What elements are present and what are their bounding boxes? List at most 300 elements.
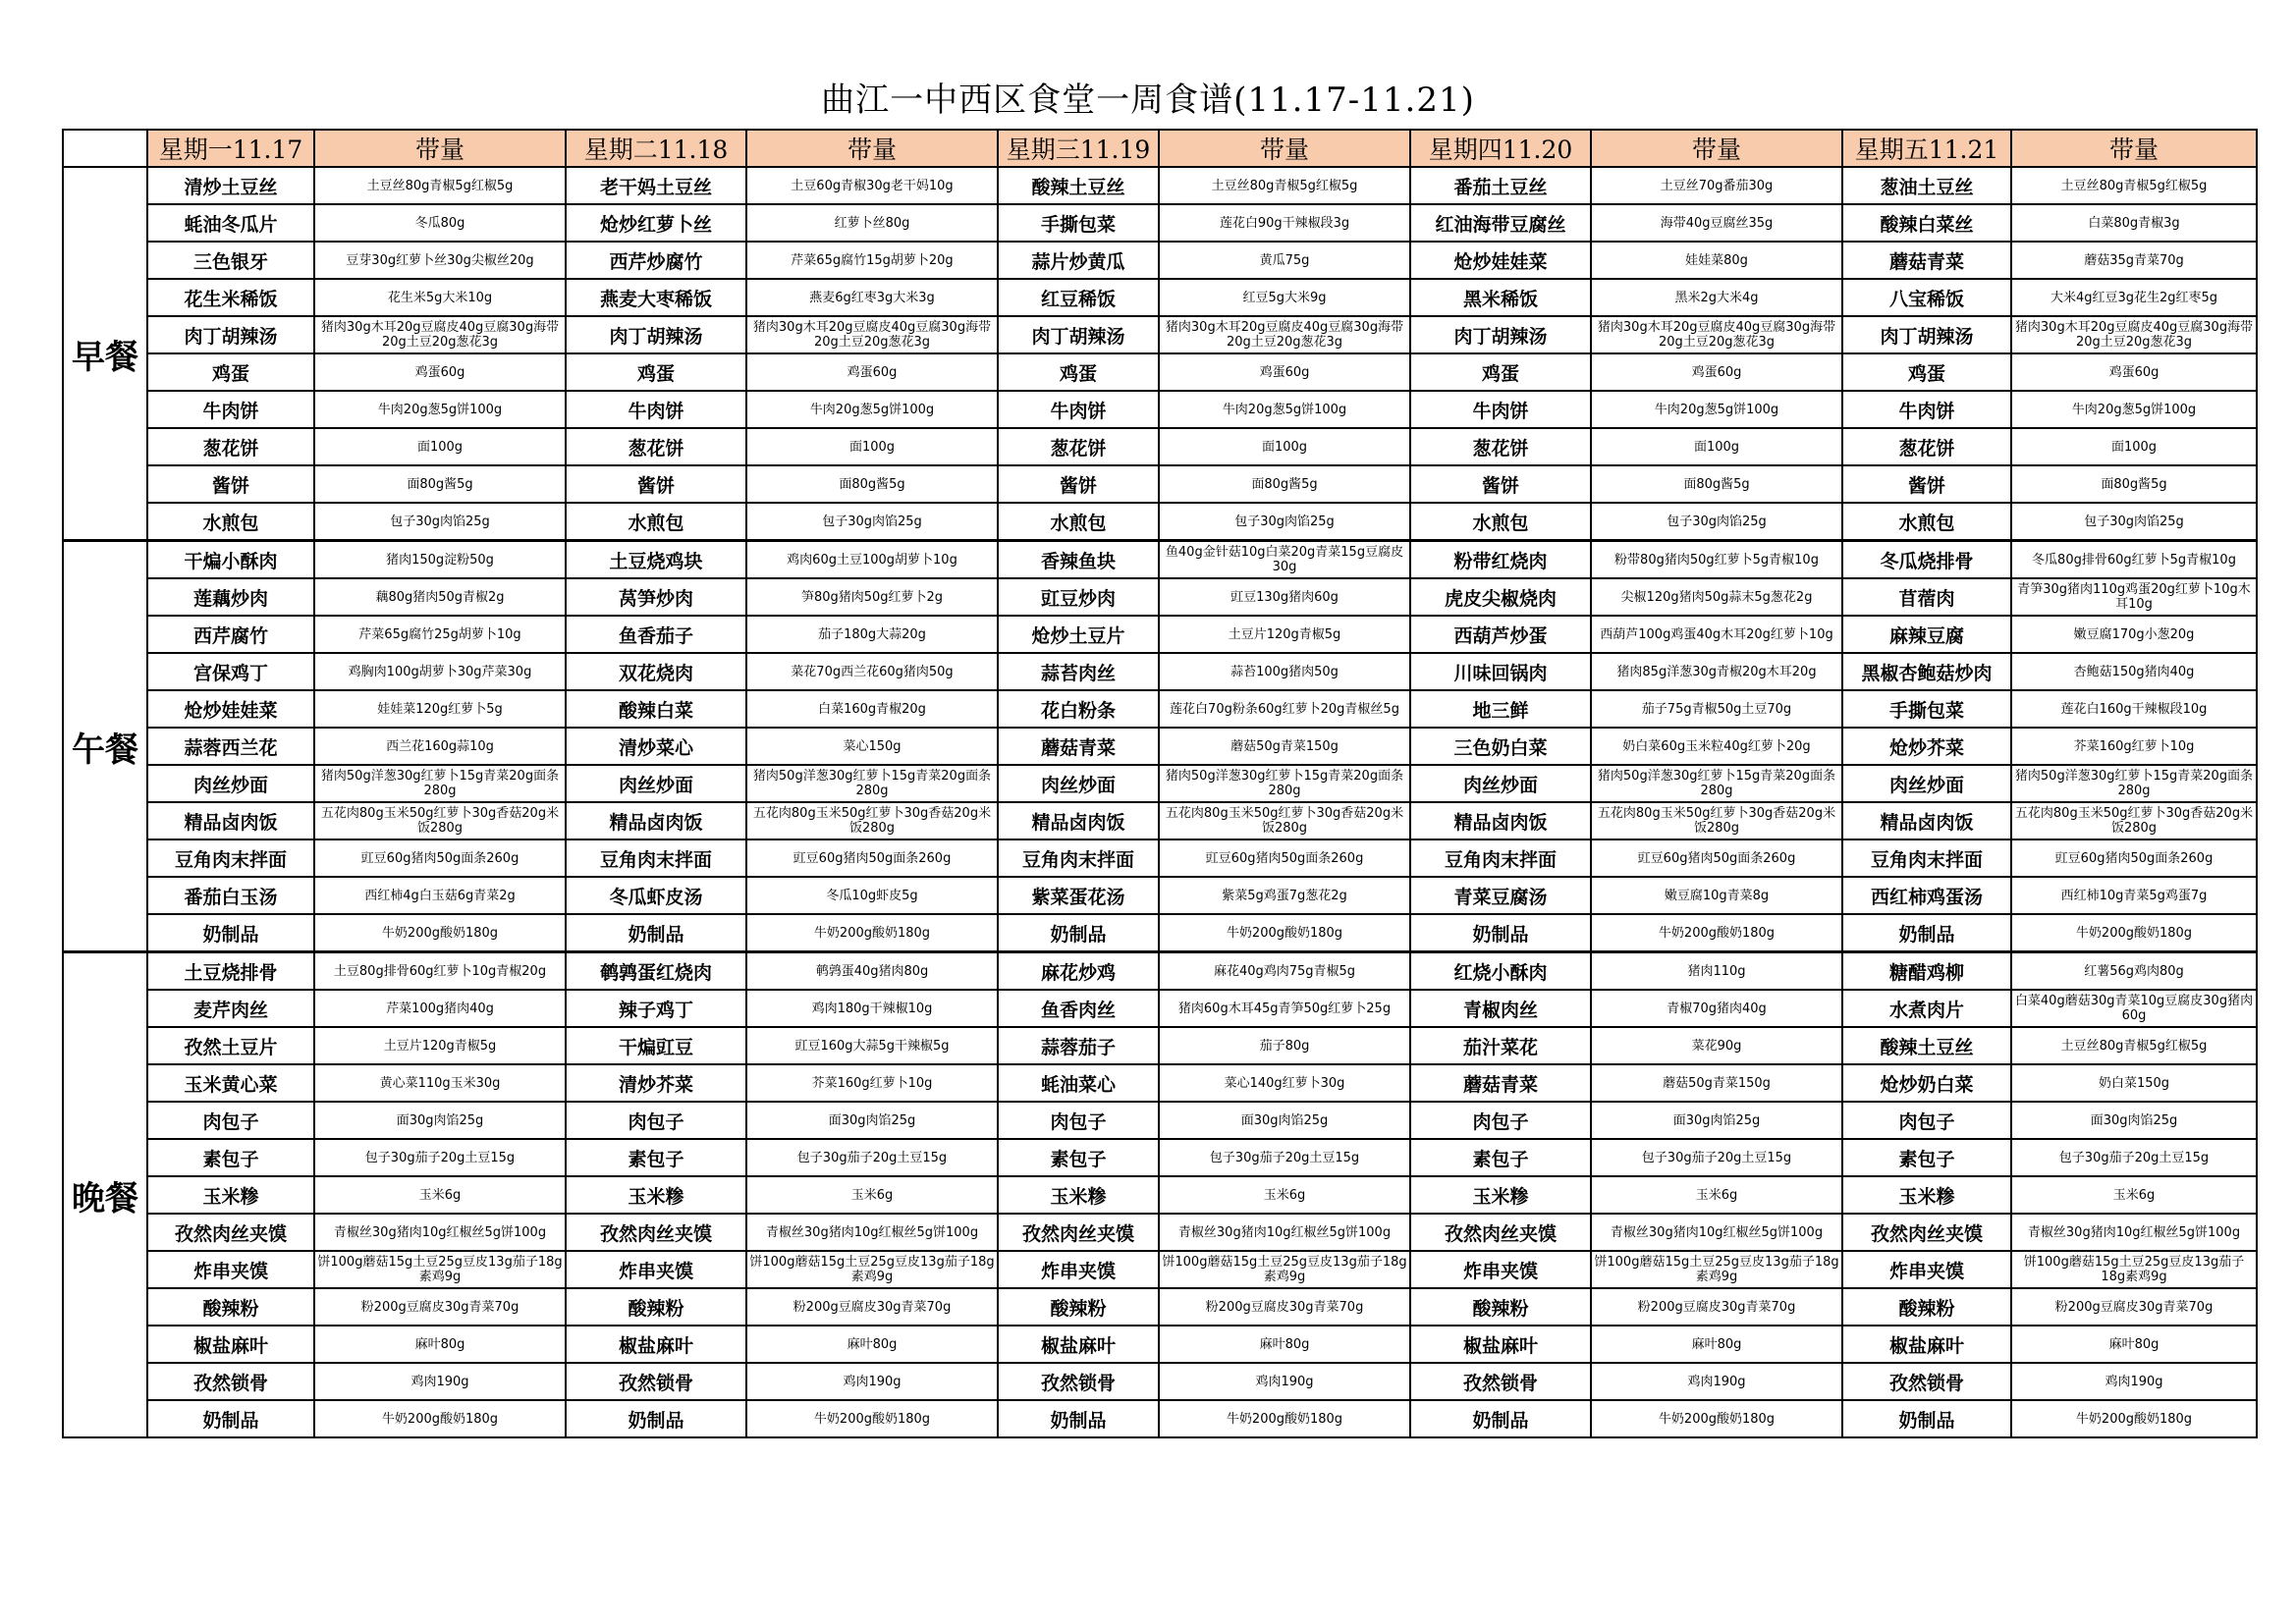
dish-quantity: 芹菜65g腐竹25g胡萝卜10g [314,616,566,653]
dish-quantity: 包子30g肉馅25g [1591,503,1842,541]
dish-quantity: 猪肉60g木耳45g青笋50g红萝卜25g [1159,990,1410,1027]
dish-name: 冬瓜烧排骨 [1842,541,2011,579]
dish-quantity: 包子30g肉馅25g [314,503,566,541]
dish-name: 西芹炒腐竹 [566,242,746,279]
dish-quantity: 西兰花160g蒜10g [314,728,566,765]
dish-name: 孜然土豆片 [147,1027,314,1064]
dish-name: 酱饼 [147,465,314,503]
dish-name: 酸辣粉 [998,1288,1159,1326]
dish-name: 水煎包 [1842,503,2011,541]
dish-quantity: 豇豆60g猪肉50g面条260g [746,839,998,877]
header-day: 星期一11.17 [147,130,314,167]
dish-quantity: 麻叶80g [1159,1326,1410,1363]
dish-name: 水煎包 [998,503,1159,541]
menu-row [63,802,2257,839]
dish-quantity: 鸡肉190g [314,1363,566,1400]
dish-name: 孜然肉丝夹馍 [1410,1214,1591,1251]
header-row [63,130,2257,167]
page-title: 曲江一中西区食堂一周食谱(11.17-11.21) [821,81,1475,120]
dish-name: 奶制品 [566,1400,746,1437]
dish-quantity: 面100g [1591,428,1842,465]
dish-quantity: 菜花90g [1591,1027,1842,1064]
dish-quantity: 麻花40g鸡肉75g青椒5g [1159,952,1410,991]
dish-quantity: 牛奶200g酸奶180g [2011,914,2257,952]
dish-quantity: 花生米5g大米10g [314,279,566,316]
dish-name: 椒盐麻叶 [1410,1326,1591,1363]
dish-name: 香辣鱼块 [998,541,1159,579]
dish-quantity: 青椒丝30g猪肉10g红椒丝5g饼100g [1591,1214,1842,1251]
dish-quantity: 粉200g豆腐皮30g青菜70g [314,1288,566,1326]
dish-quantity: 土豆80g排骨60g红萝卜10g青椒20g [314,952,566,991]
dish-quantity: 鸡蛋60g [314,353,566,391]
dish-quantity: 牛奶200g酸奶180g [2011,1400,2257,1437]
dish-quantity: 猪肉30g木耳20g豆腐皮40g豆腐30g海带20g土豆20g葱花3g [1591,316,1842,353]
dish-quantity: 包子30g肉馅25g [2011,503,2257,541]
dish-quantity: 鱼40g金针菇10g白菜20g青菜15g豆腐皮30g [1159,541,1410,579]
dish-name: 土豆烧排骨 [147,952,314,991]
dish-quantity: 包子30g茄子20g土豆15g [1159,1139,1410,1176]
dish-quantity: 土豆丝80g青椒5g红椒5g [2011,1027,2257,1064]
dish-quantity: 海带40g豆腐丝35g [1591,204,1842,242]
header-day: 星期二11.18 [566,130,746,167]
dish-name: 葱花饼 [1410,428,1591,465]
dish-quantity: 西红柿4g白玉菇6g青菜2g [314,877,566,914]
menu-row [63,503,2257,541]
dish-quantity: 面100g [2011,428,2257,465]
dish-quantity: 面100g [1159,428,1410,465]
dish-quantity: 芹菜65g腐竹15g胡萝卜20g [746,242,998,279]
dish-name: 素包子 [1842,1139,2011,1176]
dish-name: 素包子 [566,1139,746,1176]
dish-quantity: 青椒丝30g猪肉10g红椒丝5g饼100g [746,1214,998,1251]
dish-name: 玉米糁 [1410,1176,1591,1214]
dish-name: 酸辣土豆丝 [1842,1027,2011,1064]
dish-quantity: 猪肉50g洋葱30g红萝卜15g青菜20g面条280g [1159,765,1410,802]
dish-name: 麻花炒鸡 [998,952,1159,991]
menu-row [63,877,2257,914]
dish-quantity: 猪肉30g木耳20g豆腐皮40g豆腐30g海带20g土豆20g葱花3g [314,316,566,353]
dish-quantity: 尖椒120g猪肉50g蒜末5g葱花2g [1591,578,1842,616]
dish-quantity: 包子30g茄子20g土豆15g [1591,1139,1842,1176]
dish-name: 蘑菇青菜 [1410,1064,1591,1102]
dish-quantity: 茄子80g [1159,1027,1410,1064]
dish-quantity: 奶白菜60g玉米粒40g红萝卜20g [1591,728,1842,765]
dish-name: 豇豆炒肉 [998,578,1159,616]
dish-name: 鸡蛋 [147,353,314,391]
dish-name: 奶制品 [566,914,746,952]
dish-quantity: 面30g肉馅25g [1591,1102,1842,1139]
dish-quantity: 面30g肉馅25g [1159,1102,1410,1139]
dish-name: 精品卤肉饭 [1842,802,2011,839]
dish-quantity: 饼100g蘑菇15g土豆25g豆皮13g茄子18g素鸡9g [1159,1251,1410,1288]
menu-row [63,839,2257,877]
dish-quantity: 奶白菜150g [2011,1064,2257,1102]
dish-quantity: 鸡蛋60g [2011,353,2257,391]
dish-name: 土豆烧鸡块 [566,541,746,579]
dish-name: 肉丁胡辣汤 [1410,316,1591,353]
dish-name: 清炒菜心 [566,728,746,765]
dish-quantity: 猪肉50g洋葱30g红萝卜15g青菜20g面条280g [1591,765,1842,802]
dish-quantity: 猪肉30g木耳20g豆腐皮40g豆腐30g海带20g土豆20g葱花3g [746,316,998,353]
menu-row [63,391,2257,428]
menu-row [63,316,2257,353]
dish-quantity: 饼100g蘑菇15g土豆25g豆皮13g茄子18g素鸡9g [314,1251,566,1288]
dish-name: 西红柿鸡蛋汤 [1842,877,2011,914]
dish-quantity: 菜心150g [746,728,998,765]
dish-name: 牛肉饼 [1842,391,2011,428]
weekly-menu-table [62,129,2258,1438]
dish-quantity: 黄心菜110g玉米30g [314,1064,566,1102]
dish-name: 葱油土豆丝 [1842,167,2011,204]
menu-row [63,952,2257,991]
dish-name: 莲藕炒肉 [147,578,314,616]
dish-quantity: 五花肉80g玉米50g红萝卜30g香菇20g米饭280g [1159,802,1410,839]
dish-quantity: 豇豆160g大蒜5g干辣椒5g [746,1027,998,1064]
dish-name: 糖醋鸡柳 [1842,952,2011,991]
dish-quantity: 包子30g茄子20g土豆15g [746,1139,998,1176]
dish-quantity: 玉米6g [1591,1176,1842,1214]
menu-row [63,653,2257,690]
dish-quantity: 土豆丝80g青椒5g红椒5g [1159,167,1410,204]
dish-quantity: 包子30g肉馅25g [746,503,998,541]
dish-name: 葱花饼 [1842,428,2011,465]
dish-quantity: 红薯56g鸡肉80g [2011,952,2257,991]
dish-name: 酱饼 [1842,465,2011,503]
dish-quantity: 玉米6g [2011,1176,2257,1214]
dish-name: 蚝油菜心 [998,1064,1159,1102]
dish-name: 西葫芦炒蛋 [1410,616,1591,653]
dish-name: 玉米糁 [998,1176,1159,1214]
dish-quantity: 蒜苔100g猪肉50g [1159,653,1410,690]
dish-name: 鹌鹑蛋红烧肉 [566,952,746,991]
dish-quantity: 五花肉80g玉米50g红萝卜30g香菇20g米饭280g [1591,802,1842,839]
dish-name: 鱼香肉丝 [998,990,1159,1027]
dish-quantity: 黑米2g大米4g [1591,279,1842,316]
dish-name: 酸辣土豆丝 [998,167,1159,204]
dish-name: 牛肉饼 [998,391,1159,428]
dish-name: 炸串夹馍 [998,1251,1159,1288]
dish-quantity: 菜心140g红萝卜30g [1159,1064,1410,1102]
dish-name: 奶制品 [998,914,1159,952]
dish-name: 肉包子 [1410,1102,1591,1139]
dish-quantity: 牛奶200g酸奶180g [1159,914,1410,952]
dish-name: 水煎包 [1410,503,1591,541]
dish-name: 玉米糁 [566,1176,746,1214]
dish-quantity: 土豆丝80g青椒5g红椒5g [2011,167,2257,204]
menu-row [63,990,2257,1027]
menu-row [63,914,2257,952]
dish-quantity: 麻叶80g [1591,1326,1842,1363]
dish-quantity: 饼100g蘑菇15g土豆25g豆皮13g茄子18g素鸡9g [746,1251,998,1288]
dish-name: 川味回锅肉 [1410,653,1591,690]
dish-name: 酱饼 [1410,465,1591,503]
menu-row [63,1326,2257,1363]
dish-name: 玉米糁 [147,1176,314,1214]
menu-row [63,1027,2257,1064]
dish-name: 孜然肉丝夹馍 [1842,1214,2011,1251]
menu-row [63,1288,2257,1326]
dish-quantity: 鸡蛋60g [1591,353,1842,391]
menu-row [63,1251,2257,1288]
menu-body [63,167,2257,1437]
dish-name: 青菜豆腐汤 [1410,877,1591,914]
dish-quantity: 藕80g猪肉50g青椒2g [314,578,566,616]
dish-name: 蒜蓉西兰花 [147,728,314,765]
dish-name: 孜然锁骨 [1410,1363,1591,1400]
dish-name: 红豆稀饭 [998,279,1159,316]
dish-name: 椒盐麻叶 [147,1326,314,1363]
dish-quantity: 包子30g肉馅25g [1159,503,1410,541]
dish-name: 干煸豇豆 [566,1027,746,1064]
dish-quantity: 土豆片120g青椒5g [1159,616,1410,653]
dish-quantity: 豇豆60g猪肉50g面条260g [2011,839,2257,877]
dish-quantity: 鸡肉60g土豆100g胡萝卜10g [746,541,998,579]
dish-quantity: 青椒丝30g猪肉10g红椒丝5g饼100g [314,1214,566,1251]
dish-name: 孜然肉丝夹馍 [566,1214,746,1251]
menu-row [63,1363,2257,1400]
menu-row [63,353,2257,391]
dish-quantity: 青椒丝30g猪肉10g红椒丝5g饼100g [2011,1214,2257,1251]
dish-name: 素包子 [998,1139,1159,1176]
meal-label: 早餐 [63,167,147,541]
dish-quantity: 猪肉85g洋葱30g青椒20g木耳20g [1591,653,1842,690]
header-day: 星期三11.19 [998,130,1159,167]
dish-name: 蘑菇青菜 [998,728,1159,765]
dish-quantity: 白菜160g青椒20g [746,690,998,728]
dish-name: 燕麦大枣稀饭 [566,279,746,316]
dish-quantity: 豆芽30g红萝卜丝30g尖椒丝20g [314,242,566,279]
dish-name: 炸串夹馍 [1410,1251,1591,1288]
dish-name: 蒜苔肉丝 [998,653,1159,690]
dish-quantity: 猪肉30g木耳20g豆腐皮40g豆腐30g海带20g土豆20g葱花3g [1159,316,1410,353]
meal-label: 午餐 [63,541,147,952]
dish-name: 孜然锁骨 [147,1363,314,1400]
dish-name: 玉米糁 [1842,1176,2011,1214]
dish-name: 红烧小酥肉 [1410,952,1591,991]
dish-name: 孜然锁骨 [566,1363,746,1400]
dish-quantity: 鸡肉190g [2011,1363,2257,1400]
dish-quantity: 豇豆60g猪肉50g面条260g [1159,839,1410,877]
dish-quantity: 粉200g豆腐皮30g青菜70g [2011,1288,2257,1326]
dish-quantity: 芹菜100g猪肉40g [314,990,566,1027]
dish-quantity: 鸡蛋60g [1159,353,1410,391]
dish-quantity: 大米4g红豆3g花生2g红枣5g [2011,279,2257,316]
header-qty: 带量 [314,130,566,167]
dish-name: 奶制品 [1842,914,2011,952]
dish-name: 牛肉饼 [1410,391,1591,428]
dish-quantity: 芥菜160g红萝卜10g [746,1064,998,1102]
dish-quantity: 猪肉50g洋葱30g红萝卜15g青菜20g面条280g [314,765,566,802]
dish-name: 鸡蛋 [1410,353,1591,391]
dish-name: 干煸小酥肉 [147,541,314,579]
dish-name: 清炒芥菜 [566,1064,746,1102]
dish-quantity: 五花肉80g玉米50g红萝卜30g香菇20g米饭280g [2011,802,2257,839]
dish-name: 红油海带豆腐丝 [1410,204,1591,242]
dish-name: 三色银牙 [147,242,314,279]
dish-name: 酸辣白菜丝 [1842,204,2011,242]
dish-quantity: 土豆60g青椒30g老干妈10g [746,167,998,204]
menu-row [63,242,2257,279]
dish-quantity: 红萝卜丝80g [746,204,998,242]
dish-quantity: 玉米6g [314,1176,566,1214]
dish-name: 奶制品 [1410,914,1591,952]
dish-name: 蚝油冬瓜片 [147,204,314,242]
dish-quantity: 面80g酱5g [1159,465,1410,503]
menu-row [63,428,2257,465]
dish-name: 鸡蛋 [566,353,746,391]
dish-quantity: 鸡胸肉100g胡萝卜30g芹菜30g [314,653,566,690]
dish-name: 蒜蓉茄子 [998,1027,1159,1064]
dish-name: 肉丁胡辣汤 [998,316,1159,353]
dish-name: 孜然肉丝夹馍 [998,1214,1159,1251]
dish-quantity: 菜花70g西兰花60g猪肉50g [746,653,998,690]
dish-quantity: 黄瓜75g [1159,242,1410,279]
dish-name: 冬瓜虾皮汤 [566,877,746,914]
dish-name: 苜蓿肉 [1842,578,2011,616]
dish-name: 水煎包 [566,503,746,541]
menu-row [63,1139,2257,1176]
dish-name: 酸辣粉 [147,1288,314,1326]
dish-name: 水煮肉片 [1842,990,2011,1027]
corner-cell [63,130,147,167]
dish-quantity: 包子30g茄子20g土豆15g [2011,1139,2257,1176]
dish-name: 牛肉饼 [566,391,746,428]
dish-name: 茄汁菜花 [1410,1027,1591,1064]
dish-name: 酸辣粉 [1842,1288,2011,1326]
dish-name: 肉丁胡辣汤 [147,316,314,353]
dish-quantity: 面80g酱5g [746,465,998,503]
dish-quantity: 牛肉20g葱5g饼100g [1159,391,1410,428]
dish-quantity: 面100g [746,428,998,465]
dish-quantity: 麻叶80g [2011,1326,2257,1363]
dish-quantity: 蘑菇35g青菜70g [2011,242,2257,279]
dish-name: 炸串夹馍 [566,1251,746,1288]
dish-name: 精品卤肉饭 [1410,802,1591,839]
dish-name: 奶制品 [998,1400,1159,1437]
menu-row [63,765,2257,802]
dish-name: 豆角肉末拌面 [1410,839,1591,877]
dish-name: 玉米黄心菜 [147,1064,314,1102]
dish-name: 地三鲜 [1410,690,1591,728]
dish-name: 精品卤肉饭 [566,802,746,839]
dish-name: 肉包子 [1842,1102,2011,1139]
dish-quantity: 猪肉30g木耳20g豆腐皮40g豆腐30g海带20g土豆20g葱花3g [2011,316,2257,353]
dish-name: 奶制品 [1842,1400,2011,1437]
dish-name: 葱花饼 [566,428,746,465]
header-day: 星期五11.21 [1842,130,2011,167]
dish-name: 肉丝炒面 [1410,765,1591,802]
menu-row [63,204,2257,242]
dish-name: 紫菜蛋花汤 [998,877,1159,914]
dish-name: 椒盐麻叶 [566,1326,746,1363]
dish-name: 花生米稀饭 [147,279,314,316]
dish-quantity: 土豆片120g青椒5g [314,1027,566,1064]
menu-row [63,541,2257,579]
menu-row [63,616,2257,653]
dish-quantity: 笋80g猪肉50g红萝卜2g [746,578,998,616]
dish-name: 炝炒芥菜 [1842,728,2011,765]
dish-name: 鸡蛋 [1842,353,2011,391]
dish-name: 葱花饼 [147,428,314,465]
dish-quantity: 饼100g蘑菇15g土豆25g豆皮13g茄子18g素鸡9g [1591,1251,1842,1288]
dish-quantity: 茄子75g青椒50g土豆70g [1591,690,1842,728]
dish-name: 蒜片炒黄瓜 [998,242,1159,279]
dish-quantity: 土豆丝70g番茄30g [1591,167,1842,204]
dish-quantity: 娃娃菜80g [1591,242,1842,279]
dish-quantity: 豇豆60g猪肉50g面条260g [314,839,566,877]
menu-row [63,167,2257,204]
dish-quantity: 饼100g蘑菇15g土豆25g豆皮13g茄子18g素鸡9g [2011,1251,2257,1288]
dish-quantity: 面30g肉馅25g [746,1102,998,1139]
dish-quantity: 鸡肉190g [1591,1363,1842,1400]
dish-quantity: 豇豆130g猪肉60g [1159,578,1410,616]
dish-quantity: 面80g酱5g [2011,465,2257,503]
dish-quantity: 猪肉110g [1591,952,1842,991]
dish-name: 番茄土豆丝 [1410,167,1591,204]
dish-quantity: 猪肉50g洋葱30g红萝卜15g青菜20g面条280g [746,765,998,802]
dish-quantity: 玉米6g [1159,1176,1410,1214]
dish-quantity: 面30g肉馅25g [314,1102,566,1139]
dish-name: 虎皮尖椒烧肉 [1410,578,1591,616]
dish-quantity: 牛肉20g葱5g饼100g [746,391,998,428]
dish-name: 素包子 [1410,1139,1591,1176]
dish-quantity: 玉米6g [746,1176,998,1214]
dish-quantity: 土豆丝80g青椒5g红椒5g [314,167,566,204]
dish-name: 双花烧肉 [566,653,746,690]
dish-quantity: 粉200g豆腐皮30g青菜70g [1159,1288,1410,1326]
dish-name: 豆角肉末拌面 [998,839,1159,877]
dish-name: 豆角肉末拌面 [566,839,746,877]
dish-name: 椒盐麻叶 [998,1326,1159,1363]
dish-name: 手撕包菜 [998,204,1159,242]
dish-quantity: 冬瓜10g虾皮5g [746,877,998,914]
dish-quantity: 芥菜160g红萝卜10g [2011,728,2257,765]
dish-quantity: 面100g [314,428,566,465]
dish-quantity: 面30g肉馅25g [2011,1102,2257,1139]
dish-quantity: 牛奶200g酸奶180g [1591,914,1842,952]
dish-name: 肉丝炒面 [147,765,314,802]
dish-name: 炝炒红萝卜丝 [566,204,746,242]
meal-label: 晚餐 [63,952,147,1438]
dish-name: 奶制品 [147,914,314,952]
dish-quantity: 牛奶200g酸奶180g [1591,1400,1842,1437]
dish-name: 辣子鸡丁 [566,990,746,1027]
dish-quantity: 紫菜5g鸡蛋7g葱花2g [1159,877,1410,914]
dish-name: 黑椒杏鲍菇炒肉 [1842,653,2011,690]
dish-name: 葱花饼 [998,428,1159,465]
dish-quantity: 粉200g豆腐皮30g青菜70g [746,1288,998,1326]
dish-quantity: 牛肉20g葱5g饼100g [314,391,566,428]
dish-name: 三色奶白菜 [1410,728,1591,765]
dish-name: 肉包子 [998,1102,1159,1139]
dish-quantity: 白菜40g蘑菇30g青菜10g豆腐皮30g猪肉60g [2011,990,2257,1027]
dish-name: 肉丝炒面 [1842,765,2011,802]
dish-quantity: 莲花白160g干辣椒段10g [2011,690,2257,728]
dish-name: 八宝稀饭 [1842,279,2011,316]
dish-name: 精品卤肉饭 [998,802,1159,839]
dish-quantity: 牛肉20g葱5g饼100g [1591,391,1842,428]
dish-name: 孜然锁骨 [998,1363,1159,1400]
menu-row [63,1400,2257,1437]
dish-quantity: 鸡蛋60g [746,353,998,391]
dish-quantity: 猪肉50g洋葱30g红萝卜15g青菜20g面条280g [2011,765,2257,802]
dish-quantity: 面80g酱5g [314,465,566,503]
dish-quantity: 白菜80g青椒3g [2011,204,2257,242]
menu-row [63,465,2257,503]
dish-name: 酱饼 [566,465,746,503]
dish-name: 酸辣粉 [1410,1288,1591,1326]
dish-quantity: 鸡肉180g干辣椒10g [746,990,998,1027]
